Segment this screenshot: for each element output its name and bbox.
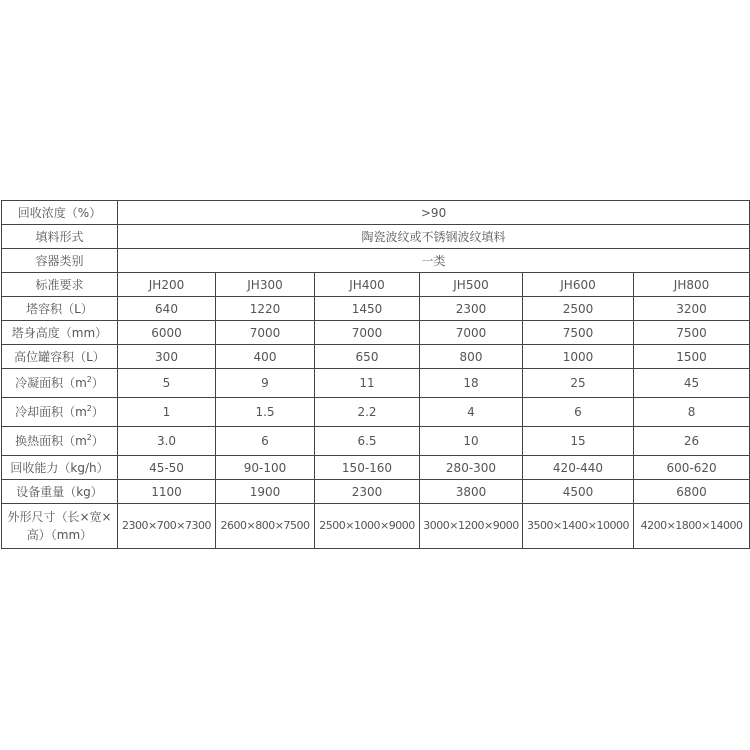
row-label: 设备重量（kg）: [2, 480, 118, 504]
table-cell: 18: [420, 369, 523, 398]
row-label: 高位罐容积（L）: [2, 345, 118, 369]
table-cell: 2300: [315, 480, 420, 504]
table-row: [2, 321, 750, 345]
table-cell: 300: [118, 345, 216, 369]
row-label: 容器类别: [2, 249, 118, 273]
table-cell: 7000: [315, 321, 420, 345]
model-header: JH800: [634, 273, 750, 297]
row-label: 填料形式: [2, 225, 118, 249]
row-label: 塔容积（L）: [2, 297, 118, 321]
table-cell: 1.5: [216, 398, 315, 427]
table-cell: 7500: [523, 321, 634, 345]
table-cell: 45-50: [118, 456, 216, 480]
row-label: 外形尺寸（长×宽×高）（mm）: [2, 504, 118, 549]
model-header: JH500: [420, 273, 523, 297]
table-cell: 3500×1400×10000: [523, 504, 634, 549]
table-cell: 2600×800×7500: [216, 504, 315, 549]
table-cell: 420-440: [523, 456, 634, 480]
table-cell: 150-160: [315, 456, 420, 480]
table-cell: 10: [420, 427, 523, 456]
table-cell: 1220: [216, 297, 315, 321]
table-cell: 650: [315, 345, 420, 369]
header-label: 标准要求: [2, 273, 118, 297]
merged-value: >90: [118, 201, 750, 225]
merged-value: 陶瓷波纹或不锈钢波纹填料: [118, 225, 750, 249]
table-cell: 1000: [523, 345, 634, 369]
table-row: [2, 345, 750, 369]
table-cell: 6000: [118, 321, 216, 345]
table-cell: 2300×700×7300: [118, 504, 216, 549]
row-label: [2, 427, 118, 456]
row-label: [2, 369, 118, 398]
table-cell: 7500: [634, 321, 750, 345]
superscript: 2: [86, 433, 92, 442]
table-cell: 6: [216, 427, 315, 456]
table-row: [2, 225, 750, 249]
row-label: [2, 398, 118, 427]
superscript: 2: [86, 375, 92, 384]
table-cell: 1: [118, 398, 216, 427]
table-cell: 15: [523, 427, 634, 456]
table-row: [2, 456, 750, 480]
table-cell: 7000: [216, 321, 315, 345]
row-label: 塔身高度（mm）: [2, 321, 118, 345]
model-header: JH200: [118, 273, 216, 297]
table-cell: 600-620: [634, 456, 750, 480]
table-cell: 1100: [118, 480, 216, 504]
table-cell: 7000: [420, 321, 523, 345]
label-text: 冷凝面积（m: [15, 376, 87, 390]
table-row: [2, 249, 750, 273]
merged-value: 一类: [118, 249, 750, 273]
superscript: 2: [86, 404, 92, 413]
header-row: [2, 273, 750, 297]
table-cell: 5: [118, 369, 216, 398]
table-cell: 1900: [216, 480, 315, 504]
table-cell: 800: [420, 345, 523, 369]
table-cell: 6800: [634, 480, 750, 504]
table-cell: 280-300: [420, 456, 523, 480]
table-cell: 2500×1000×9000: [315, 504, 420, 549]
table-row: [2, 297, 750, 321]
table-row: [2, 398, 750, 427]
table-cell: 400: [216, 345, 315, 369]
table-cell: 3000×1200×9000: [420, 504, 523, 549]
table-cell: 640: [118, 297, 216, 321]
label-suffix: ）: [91, 405, 104, 419]
table-cell: 2500: [523, 297, 634, 321]
row-label: 回收浓度（%）: [2, 201, 118, 225]
table-cell: 3800: [420, 480, 523, 504]
table-cell: 1500: [634, 345, 750, 369]
table-cell: 2300: [420, 297, 523, 321]
label-text: 冷却面积（m: [15, 405, 87, 419]
table-cell: 2.2: [315, 398, 420, 427]
table-cell: 3200: [634, 297, 750, 321]
table-cell: 25: [523, 369, 634, 398]
table-cell: 8: [634, 398, 750, 427]
table-cell: 11: [315, 369, 420, 398]
table-row: [2, 427, 750, 456]
table-cell: 6.5: [315, 427, 420, 456]
table-cell: 4: [420, 398, 523, 427]
spec-table: [1, 200, 750, 549]
model-header: JH300: [216, 273, 315, 297]
table-cell: 6: [523, 398, 634, 427]
table-cell: 4500: [523, 480, 634, 504]
table-row: [2, 480, 750, 504]
label-suffix: ）: [91, 376, 104, 390]
table-cell: 3.0: [118, 427, 216, 456]
label-text: 换热面积（m: [15, 434, 87, 448]
table-cell: 26: [634, 427, 750, 456]
table-cell: 4200×1800×14000: [634, 504, 750, 549]
label-suffix: ）: [91, 434, 104, 448]
model-header: JH400: [315, 273, 420, 297]
table-row: [2, 201, 750, 225]
table-row: [2, 504, 750, 549]
model-header: JH600: [523, 273, 634, 297]
table-cell: 9: [216, 369, 315, 398]
row-label: 回收能力（kg/h）: [2, 456, 118, 480]
table-row: [2, 369, 750, 398]
table-cell: 1450: [315, 297, 420, 321]
table-cell: 45: [634, 369, 750, 398]
table-cell: 90-100: [216, 456, 315, 480]
